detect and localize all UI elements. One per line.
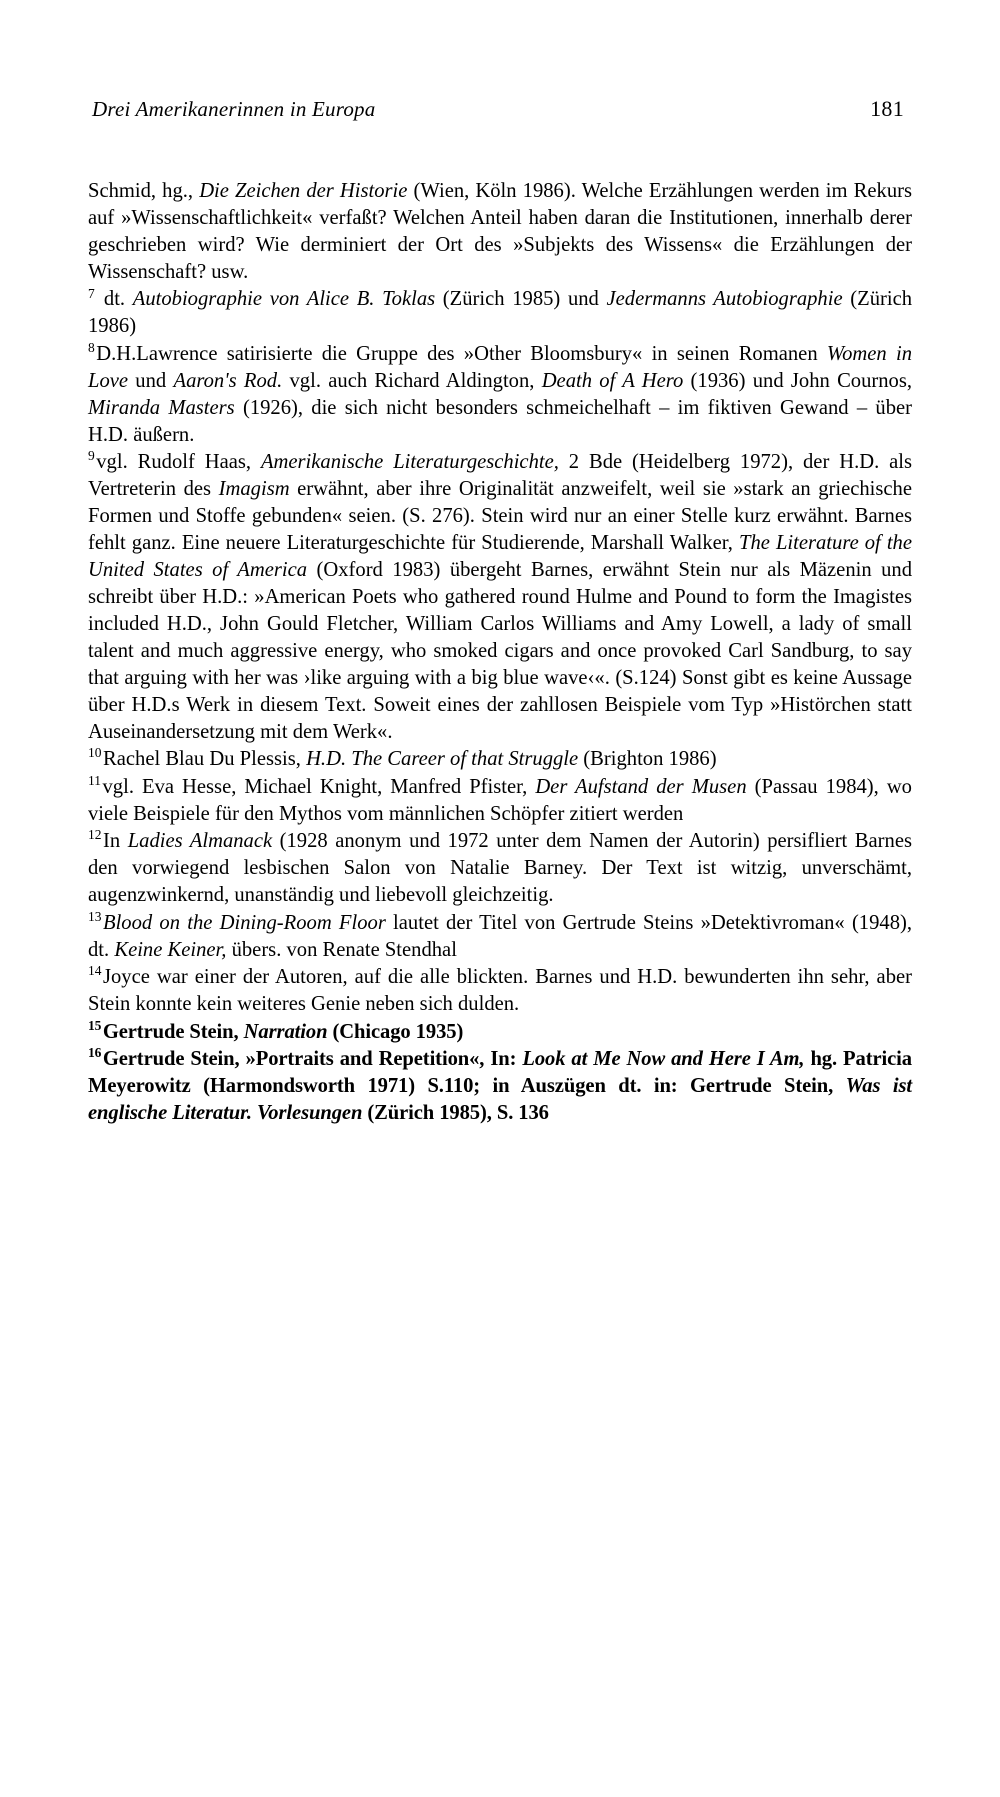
footnote-entry <box>88 774 912 828</box>
footnote-entry <box>88 178 912 286</box>
footnote-marker: 13 <box>88 908 102 924</box>
footnote-text: (Brighton 1986) <box>578 748 717 771</box>
footnote-text: erwähnt, aber ihre Originalität anzweifelt, weil sie »stark an griechische Formen und Stoffe gebunden« seien. (S. 276). Stein wird nur an einer Stelle kurz erwähnt. Barnes fehlt ganz. Eine neuere Literaturgeschichte für Studierende, Marshall Walker, <box>88 478 912 555</box>
page-number: 181 <box>870 96 904 121</box>
footnote-text: Gertrude Stein, <box>102 1020 244 1043</box>
footnote-title-italic: Aaron's Rod. <box>173 369 283 392</box>
footnote-marker: 14 <box>88 963 102 979</box>
footnote-title-italic: Narration <box>243 1020 328 1043</box>
footnote-marker: 7 <box>88 285 95 301</box>
footnote-title-italic: Keine Keiner, <box>114 938 227 961</box>
footnote-text: (Zürich 1985) und <box>435 288 607 311</box>
footnote-title-italic: Der Aufstand der Musen <box>535 775 747 798</box>
footnote-marker: 12 <box>88 827 102 843</box>
footnote-marker: 9 <box>88 448 95 464</box>
footnote-entry <box>88 449 912 746</box>
footnote-text: vgl. Eva Hesse, Michael Knight, Manfred Pfister, <box>102 775 536 798</box>
footnote-title-italic: Imagism <box>218 478 290 501</box>
footnote-entry <box>88 964 912 1018</box>
footnote-text: hg. Patricia Meyerowitz (Harmondsworth 1971) S.110; in Auszügen dt. in: Gertrude Stein, <box>88 1048 913 1097</box>
footnote-text: Joyce war einer der Autoren, auf die alle blickten. Barnes und H.D. bewunderten ihn sehr, aber Stein konnte kein weiteres Genie neben sich dulden. <box>88 966 912 1016</box>
footnote-entry <box>88 1046 912 1127</box>
footnote-marker: 11 <box>88 772 101 788</box>
footnote-title-italic: Death of A Hero <box>541 369 684 392</box>
footnote-marker: 16 <box>88 1045 102 1061</box>
footnote-entry <box>88 286 912 340</box>
footnote-text: Rachel Blau Du Plessis, <box>103 748 307 771</box>
footnote-marker: 15 <box>88 1017 102 1033</box>
footnote-marker: 10 <box>88 745 102 761</box>
footnote-title-italic: Die Zeichen der Historie <box>199 180 408 202</box>
footnote-text: übers. von Renate Stendhal <box>226 938 457 961</box>
footnote-entry <box>88 828 912 909</box>
footnote-title-italic: Ladies Almanack <box>127 830 273 853</box>
running-head <box>88 96 912 122</box>
footnote-title-italic: Women in Love <box>88 342 912 392</box>
footnote-title-italic: Amerikanische Literaturgeschichte, <box>260 451 559 474</box>
footnote-text: In <box>103 830 128 853</box>
footnote-text: dt. <box>96 288 133 311</box>
footnote-text: D.H.Lawrence satirisierte die Gruppe des »Other Bloomsbury« in seinen Romanen <box>96 342 827 365</box>
footnote-text: (Chicago 1935) <box>327 1020 464 1043</box>
footnote-title-italic: Blood on the Dining-Room Floor <box>103 911 386 934</box>
footnote-text: und <box>128 369 174 392</box>
footnote-text: (Zürich 1985), S. 136 <box>362 1101 549 1124</box>
footnote-title-italic: H.D. The Career of that Struggle <box>306 748 579 771</box>
footnote-title-italic: Jedermanns Autobiographie <box>606 288 843 311</box>
footnote-entry <box>88 910 912 964</box>
footnote-entry <box>88 746 912 773</box>
footnote-text: (Zürich 1986) <box>88 288 913 338</box>
footnote-text: vgl. Rudolf Haas, <box>96 451 261 474</box>
footnote-text: 2 Bde (Heidelberg 1972), der H.D. als Vertreterin des <box>88 451 913 501</box>
footnote-title-italic: Miranda Masters <box>88 396 235 419</box>
footnote-text: (1926), die sich nicht besonders schmeichelhaft – im fiktiven Gewand – über H.D. äußern. <box>88 396 912 446</box>
footnote-text: (1928 anonym und 1972 unter dem Namen der Autorin) persifliert Barnes den vorwiegend lesbischen Salon von Natalie Barney. Der Text ist witzig, unverschämt, augenzwinkernd, unanständig und liebevoll gleichzeitig. <box>88 830 912 907</box>
footnote-text: Gertrude Stein, »Portraits and Repetition«, In: <box>102 1048 523 1070</box>
footnote-text: Schmid, hg., <box>88 180 200 202</box>
footnotes-body <box>88 178 912 1127</box>
running-head-title: Drei Amerikanerinnen in Europa <box>92 97 376 121</box>
footnote-text: (Passau 1984), wo viele Beispiele für den Mythos vom männlichen Schöpfer zitiert werden <box>88 775 912 825</box>
footnote-title-italic: Was ist englische Literatur. Vorlesungen <box>88 1074 912 1124</box>
footnote-text: (Oxford 1983) übergeht Barnes, erwähnt Stein nur als Mäzenin und schreibt über H.D.: »American Poets who gathered round Hulme and Pound to form the Imagistes included H.D., John Gould Fletcher, William Carlos Williams and Amy Lowell, a lady of small talent and much aggressive energy, who smoked cigars and once provoked Carl Sandburg, to say that arguing with her was ›like arguing with a big blue wave‹«. (S.124) Sonst gibt es keine Aussage über H.D.s Werk in diesem Text. Soweit eines der zahllosen Beispiele vom Typ »Histörchen statt Auseinandersetzung mit dem Werk«. <box>88 559 912 743</box>
footnote-text: vgl. auch Richard Aldington, <box>282 369 542 392</box>
footnote-marker: 8 <box>88 339 95 355</box>
footnote-entry <box>88 341 912 449</box>
footnote-text: (1936) und John Cournos, <box>683 369 913 392</box>
footnote-title-italic: Autobiographie von Alice B. Toklas <box>132 288 436 311</box>
footnote-text: (Wien, Köln 1986). Welche Erzählungen werden im Rekurs auf »Wissenschaftlichkeit« verfaßt? Welchen Anteil haben daran die Institutionen, innerhalb derer geschrieben wird? Wie derminiert der Ort des »Subjekts des Wissens« die Erzählungen der Wissenschaft? usw. <box>88 180 912 283</box>
footnote-entry <box>88 1019 912 1046</box>
footnote-title-italic: The Literature of the United States of America <box>88 532 912 582</box>
footnote-text: lautet der Titel von Gertrude Steins »Detektivroman« (1948), dt. <box>88 911 913 961</box>
footnote-title-italic: Look at Me Now and Here I Am, <box>522 1048 805 1070</box>
